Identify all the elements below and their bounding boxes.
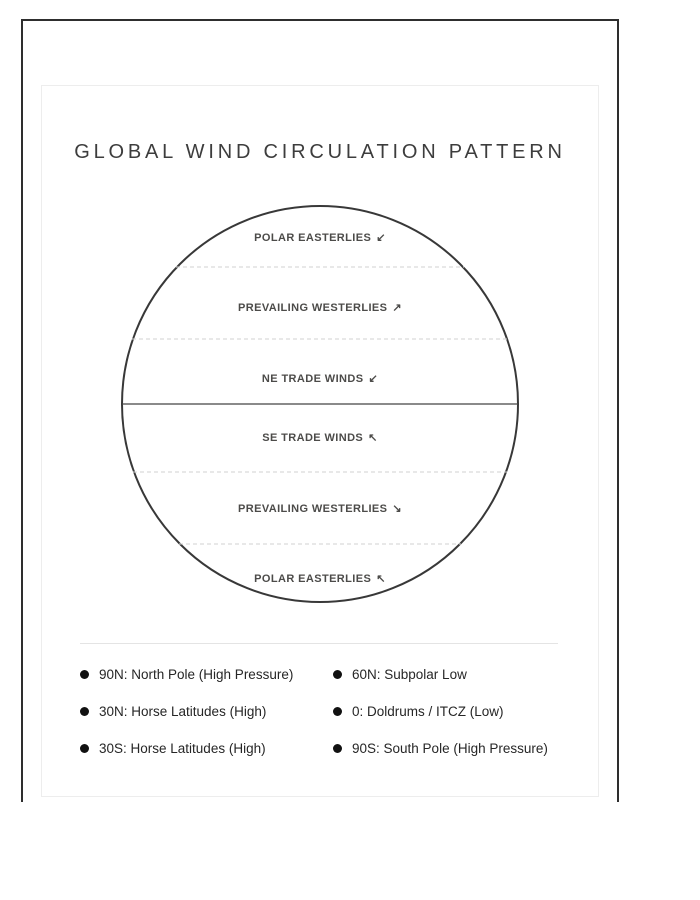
wind-circulation-diagram [100,184,540,624]
bullet-icon [80,707,89,716]
wind-direction-arrow-icon: ↘ [392,503,402,515]
wind-direction-arrow-icon: ↖ [376,573,386,585]
legend-item-label: 60N: Subpolar Low [352,667,467,682]
wind-direction-arrow-icon: ↗ [392,302,402,314]
wind-direction-arrow-icon: ↙ [376,232,386,244]
legend-item-label: 30N: Horse Latitudes (High) [99,704,267,719]
legend-item-label: 0: Doldrums / ITCZ (Low) [352,704,504,719]
bullet-icon [80,670,89,679]
bullet-icon [333,707,342,716]
bullet-icon [333,744,342,753]
legend-item-label: 90N: North Pole (High Pressure) [99,667,294,682]
legend-divider [80,643,558,644]
band-label-prevailing-westerlies-south: PREVAILING WESTERLIES ↘ [238,503,402,515]
latitude-legend [80,666,570,757]
band-label-se-trade-winds: SE TRADE WINDS ↖ [262,432,378,444]
wind-direction-arrow-icon: ↙ [368,373,379,385]
legend-item-90n [80,666,333,683]
band-label-polar-easterlies-north: POLAR EASTERLIES ↙ [254,232,386,244]
legend-item-60n [333,666,570,683]
legend-item-30n [80,703,333,720]
band-label-polar-easterlies-south: POLAR EASTERLIES ↖ [254,573,386,585]
band-label-prevailing-westerlies-north: PREVAILING WESTERLIES ↗ [238,302,402,314]
legend-item-30s [80,740,333,757]
legend-item-90s [333,740,570,757]
legend-item-0 [333,703,570,720]
band-label-ne-trade-winds: NE TRADE WINDS ↙ [261,373,379,385]
legend-item-label: 30S: Horse Latitudes (High) [99,741,266,756]
legend-item-label: 90S: South Pole (High Pressure) [352,741,548,756]
bullet-icon [80,744,89,753]
wind-direction-arrow-icon: ↖ [368,432,378,444]
page-title: GLOBAL WIND CIRCULATION PATTERN [74,141,566,163]
bullet-icon [333,670,342,679]
